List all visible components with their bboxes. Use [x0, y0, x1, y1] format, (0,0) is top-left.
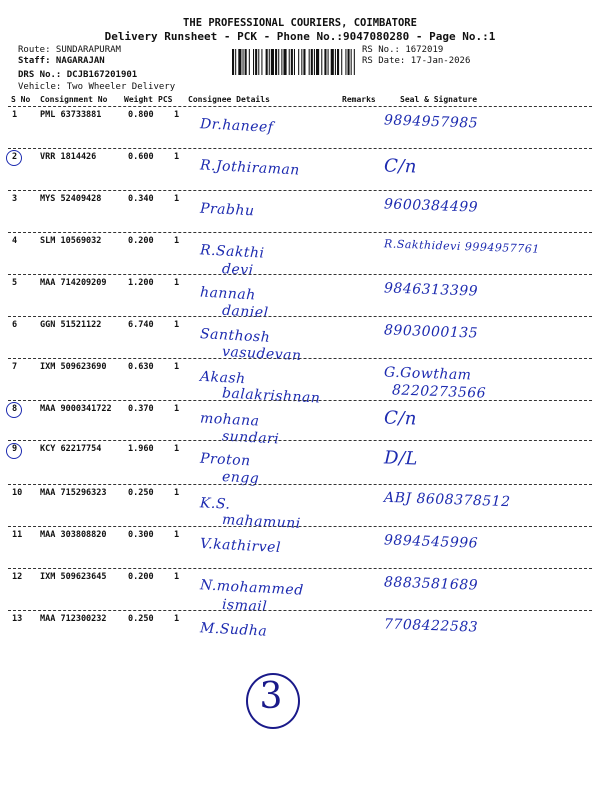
row-pcs: 1	[174, 530, 180, 540]
row-divider	[8, 526, 592, 527]
row-consignee-line1: R.Sakthi	[199, 242, 265, 262]
row-weight: 0.370	[128, 404, 154, 414]
row-seal-text: C/n	[383, 155, 418, 178]
barcode-bar	[309, 49, 310, 75]
row-weight: 0.300	[128, 530, 154, 540]
barcode-bar	[271, 49, 274, 75]
row-pcs: 1	[174, 278, 180, 288]
row-consignment-no: MAA 714209209	[40, 278, 107, 288]
barcode-bar	[243, 49, 244, 75]
col-header-seal: Seal & Signature	[400, 95, 478, 104]
barcode-bar	[281, 49, 282, 75]
barcode-bar	[298, 49, 299, 75]
row-consignee-line1: Proton	[199, 450, 252, 470]
row-consignment-no: IXM 509623645	[40, 572, 107, 582]
row-consignment-no: MAA 9000341722	[40, 404, 112, 414]
barcode-bar	[249, 49, 250, 75]
barcode-bar	[278, 49, 279, 75]
circled-row-mark	[6, 443, 22, 459]
row-seal-text: 7708422583	[383, 616, 479, 636]
row-consignment-no: GGN 51521122	[40, 320, 102, 330]
drs-number: DRS No.: DCJB167201901	[18, 70, 138, 80]
row-consignee-line1: K.S.	[199, 495, 231, 513]
barcode-bar	[324, 49, 326, 75]
row-seal-text: 8903000135	[383, 322, 479, 342]
row-weight: 0.630	[128, 362, 154, 372]
row-divider	[8, 190, 592, 191]
barcode-bar	[235, 49, 236, 75]
row-consignment-no: MAA 712300232	[40, 614, 107, 624]
row-seal-text: 8883581689	[383, 574, 479, 594]
barcode-bar	[348, 49, 350, 75]
rs-date: RS Date: 17-Jan-2026	[362, 56, 471, 66]
rs-number: RS No.: 1672019	[362, 45, 444, 55]
row-consignee-line2: daniel	[221, 302, 269, 322]
row-weight: 6.740	[128, 320, 154, 330]
col-header-remarks: Remarks	[342, 95, 376, 104]
barcode-bar	[283, 49, 286, 75]
barcode-bar	[289, 49, 290, 75]
row-consignee-line1: Santhosh	[199, 326, 271, 346]
row-consignment-no: IXM 509623690	[40, 362, 107, 372]
page-mark-number: 3	[259, 676, 283, 717]
barcode-bar	[261, 49, 262, 75]
barcode-bar	[275, 49, 277, 75]
row-consignee-line2: sundari	[221, 428, 280, 448]
row-consignee-line2: vasudevan	[221, 343, 302, 365]
row-seal-text: R.Sakthidevi 9994957761	[383, 237, 541, 256]
row-weight: 0.250	[128, 488, 154, 498]
circled-row-mark	[6, 150, 22, 166]
row-consignment-no: MAA 303808820	[40, 530, 107, 540]
row-consignee-line2: balakrishnan	[221, 385, 321, 407]
barcode-bar	[258, 49, 259, 75]
row-consignment-no: KCY 62217754	[40, 444, 102, 454]
row-pcs: 1	[174, 444, 180, 454]
barcode-bar	[255, 49, 257, 75]
barcode-bar	[291, 49, 293, 75]
row-divider	[8, 358, 592, 359]
row-sno: 12	[12, 572, 23, 582]
row-divider	[8, 148, 592, 149]
row-weight: 1.200	[128, 278, 154, 288]
row-divider	[8, 232, 592, 233]
barcode-bar	[328, 49, 329, 75]
row-sno: 8	[12, 404, 18, 414]
header-divider	[8, 106, 592, 107]
row-sno: 7	[12, 362, 18, 372]
route-label: Route: SUNDARAPURAM	[18, 45, 121, 55]
row-consignee-line1: N.mohammed	[199, 577, 305, 599]
row-consignee-line2: mahamuni	[221, 511, 302, 533]
row-pcs: 1	[174, 110, 180, 120]
col-header-sno: S No	[11, 95, 31, 104]
barcode-bar	[301, 49, 302, 75]
barcode-bar	[345, 49, 346, 75]
barcode-bar	[335, 49, 336, 75]
barcode-bar	[294, 49, 295, 75]
row-consignee-line1: R.Jothiraman	[199, 157, 301, 179]
row-weight: 1.960	[128, 444, 154, 454]
barcode-bar	[253, 49, 254, 75]
row-consignee-line1: M.Sudha	[199, 620, 268, 640]
row-seal-text: 9894545996	[383, 532, 479, 552]
row-divider	[8, 484, 592, 485]
row-pcs: 1	[174, 404, 180, 414]
barcode-bar	[245, 49, 247, 75]
barcode-bar	[303, 49, 305, 75]
row-consignee-line1: Dr.haneef	[199, 116, 274, 136]
row-seal-text: D/L	[383, 447, 419, 470]
row-consignee-line1: V.kathirvel	[199, 535, 282, 557]
row-pcs: 1	[174, 194, 180, 204]
col-header-consignee: Consignee Details	[188, 95, 270, 104]
row-sno: 9	[12, 444, 18, 454]
row-sno: 10	[12, 488, 23, 498]
row-weight: 0.600	[128, 152, 154, 162]
barcode-bar	[337, 49, 339, 75]
row-consignee-line1: Prabhu	[199, 200, 255, 220]
company-title: THE PROFESSIONAL COURIERS, COIMBATORE	[183, 17, 417, 29]
row-seal-text: 9894957985	[383, 112, 479, 132]
row-seal-text2: 8220273566	[391, 382, 487, 402]
col-header-consignment: Consignment No	[40, 95, 108, 104]
row-consignment-no: MAA 715296323	[40, 488, 107, 498]
row-weight: 0.200	[128, 572, 154, 582]
row-consignee-line2: devi	[221, 261, 255, 279]
row-seal-text: 9600384499	[383, 196, 479, 216]
row-divider	[8, 610, 592, 611]
barcode-bar	[331, 49, 334, 75]
row-sno: 5	[12, 278, 18, 288]
row-sno: 1	[12, 110, 18, 120]
row-divider	[8, 568, 592, 569]
row-weight: 0.200	[128, 236, 154, 246]
row-seal-text: G.Gowtham	[383, 364, 472, 384]
row-sno: 4	[12, 236, 18, 246]
row-sno: 3	[12, 194, 18, 204]
row-divider	[8, 400, 592, 401]
col-header-pcs: PCS	[158, 95, 173, 104]
row-divider	[8, 274, 592, 275]
row-seal-text: C/n	[383, 407, 418, 430]
barcode-bar	[321, 49, 322, 75]
row-sno: 11	[12, 530, 23, 540]
row-consignee-line1: mohana	[199, 410, 260, 430]
row-pcs: 1	[174, 152, 180, 162]
row-pcs: 1	[174, 614, 180, 624]
barcode-bar	[341, 49, 342, 75]
row-sno: 6	[12, 320, 18, 330]
circled-row-mark	[6, 402, 22, 418]
barcode-bar	[354, 49, 355, 75]
row-divider	[8, 316, 592, 317]
row-weight: 0.800	[128, 110, 154, 120]
barcode-bar	[269, 49, 270, 75]
row-consignment-no: VRR 1814426	[40, 152, 97, 162]
row-consignment-no: SLM 10569032	[40, 236, 102, 246]
row-pcs: 1	[174, 362, 180, 372]
runsheet-subtitle: Delivery Runsheet - PCK - Phone No.:9047080280 - Page No.:1	[104, 30, 496, 43]
row-pcs: 1	[174, 572, 180, 582]
barcode-image	[232, 49, 356, 75]
barcode-bar	[232, 49, 234, 75]
barcode-bar	[311, 49, 313, 75]
row-consignee-line2: ismail	[221, 596, 268, 616]
barcode-bar	[316, 49, 319, 75]
row-consignment-no: PML 63733881	[40, 110, 102, 120]
row-consignee-line1: hannah	[199, 284, 257, 304]
row-seal-text: 9846313399	[383, 280, 479, 300]
col-header-weight: Weight	[124, 95, 153, 104]
row-pcs: 1	[174, 320, 180, 330]
row-consignment-no: MYS 52409428	[40, 194, 102, 204]
row-pcs: 1	[174, 236, 180, 246]
barcode-bar	[314, 49, 315, 75]
barcode-bar	[351, 49, 352, 75]
vehicle-label: Vehicle: Two Wheeler Delivery	[18, 82, 176, 92]
row-consignee-line2: engg	[221, 469, 260, 487]
barcode-bar	[238, 49, 241, 75]
row-consignee-line1: Akash	[199, 368, 247, 388]
staff-label: Staff: NAGARAJAN	[18, 56, 105, 66]
row-divider	[8, 440, 592, 441]
row-weight: 0.340	[128, 194, 154, 204]
barcode-bar	[266, 49, 268, 75]
row-seal-text: ABJ 8608378512	[383, 489, 511, 511]
row-pcs: 1	[174, 488, 180, 498]
row-weight: 0.250	[128, 614, 154, 624]
row-sno: 13	[12, 614, 23, 624]
row-sno: 2	[12, 152, 18, 162]
